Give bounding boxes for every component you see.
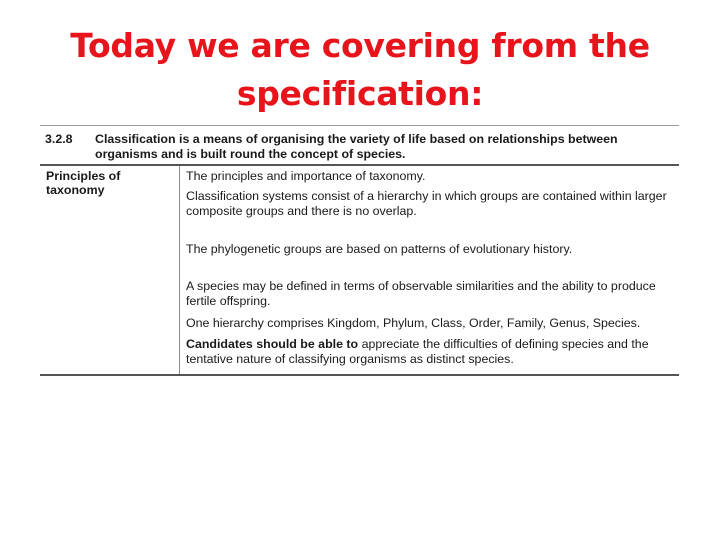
content-item: A species may be defined in terms of observable similarities and the ability to produce fertile offspring. [186, 279, 656, 308]
candidates-bold-text: Candidates should be able to [186, 337, 359, 351]
specification-header-row [40, 126, 679, 166]
specification-table [40, 125, 679, 376]
column-divider [179, 166, 180, 374]
slide-title [0, 22, 720, 118]
content-item: Classification systems consist of a hierarchy in which groups are contained within larger composite groups and there is no overlap. [186, 189, 667, 218]
topic-label: Principles of taxonomy [46, 169, 121, 197]
candidates-statement [186, 337, 674, 367]
candidates-rest-text: appreciate the difficulties of defining species and the tentative nature of classifying organisms as distinct species. [186, 337, 649, 366]
content-item: The principles and importance of taxonomy. [186, 169, 426, 183]
slide-title-line-2: specification: [236, 74, 484, 113]
content-item: The phylogenetic groups are based on patterns of evolutionary history. [186, 242, 573, 256]
specification-number: 3.2.8 [45, 132, 73, 146]
content-item: One hierarchy comprises Kingdom, Phylum, Class, Order, Family, Genus, Species. [186, 316, 641, 330]
slide-title-line-1: Today we are covering from the [70, 26, 650, 65]
specification-header-text: Classification is a means of organising the variety of life based on relationships between organisms and is built round the concept of species. [95, 132, 618, 161]
